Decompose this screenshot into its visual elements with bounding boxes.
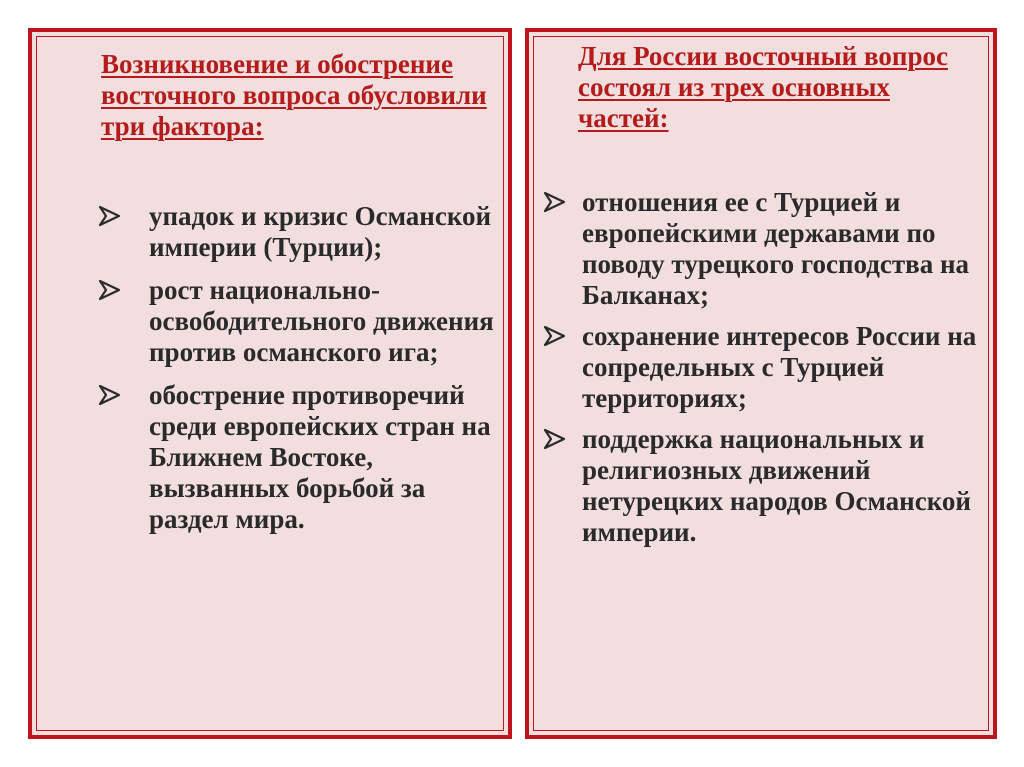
right-heading: Для России восточный вопрос состоял из трех основных частей: [578,41,948,133]
list-item [97,275,497,368]
left-heading: Возникновение и обострение восточного вопроса обусловили три фактора: [101,49,487,141]
arrowhead-bullet-icon [542,424,570,455]
list-item-text: упадок и кризис Османской империи (Турции); [149,201,492,262]
list-item-text: рост национально-освободительного движения против османского ига; [149,275,494,367]
list-item-text: сохранение интересов России на сопредельных с Турцией территориях; [582,321,977,413]
arrowhead-bullet-icon [97,380,125,411]
list-item [542,424,982,548]
list-item [542,321,982,414]
left-factor-list [97,201,497,547]
right-panel [525,28,997,739]
arrowhead-bullet-icon [542,187,570,218]
left-panel-inner [36,36,504,731]
right-panel-inner [533,36,989,731]
arrowhead-bullet-icon [97,275,125,306]
left-panel [28,28,512,739]
list-item [542,187,982,311]
arrowhead-bullet-icon [542,321,570,352]
right-part-list [542,187,982,558]
list-item [97,201,497,263]
arrowhead-bullet-icon [97,201,125,232]
list-item-text: обострение противоречий среди европейских стран на Ближнем Востоке, вызванных борьбой за раздел мира. [149,380,491,534]
list-item-text: поддержка национальных и религиозных движений нетурецких народов Османской империи. [582,424,971,547]
list-item [97,380,497,535]
list-item-text: отношения ее с Турцией и европейскими державами по поводу турецкого господства на Балканах; [582,187,970,310]
